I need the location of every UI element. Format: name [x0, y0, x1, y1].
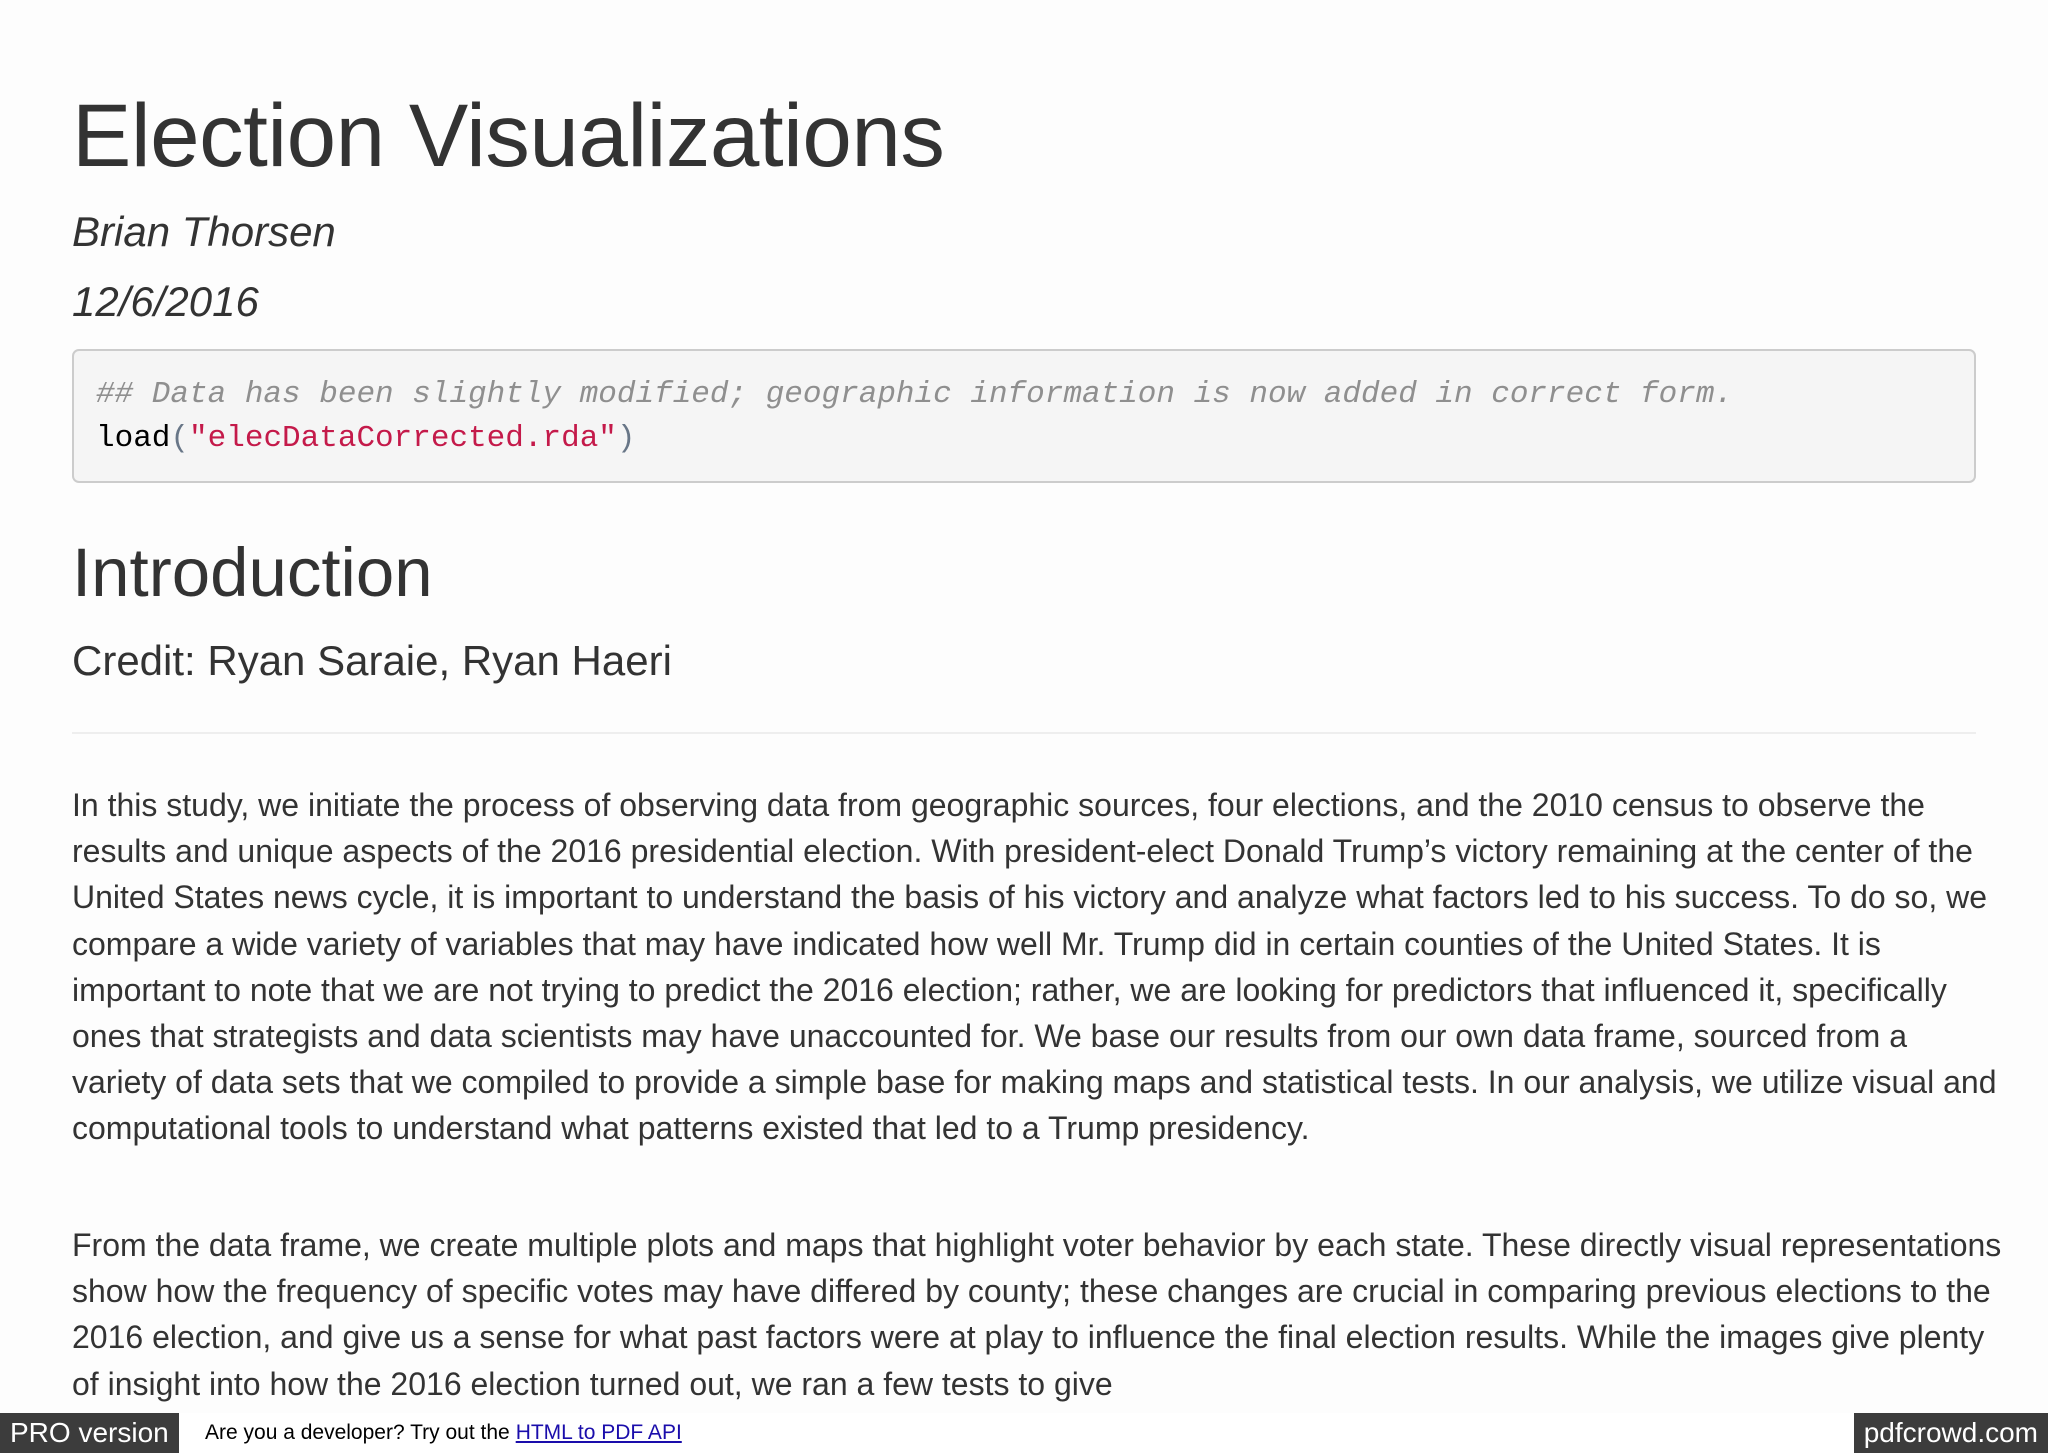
code-block	[72, 349, 1976, 483]
document-author: Brian Thorsen	[72, 208, 336, 255]
section-divider	[72, 732, 1976, 734]
developer-promo	[205, 1413, 682, 1453]
section-heading: Introduction	[72, 534, 433, 611]
developer-promo-text: Are you a developer? Try out the	[205, 1421, 510, 1444]
intro-paragraph-1: In this study, we initiate the process of observing data from geographic sources, four elections, and the 2010 census to observe the results and unique aspects of the 2016 presidential election. With president-elect Donald Trump’s victory remaining at the center of the United States news cycle, it is important to understand the basis of his victory and analyze what factors led to his success. To do so, we compare a wide variety of variables that may have indicated how well Mr. Trump did in certain counties of the United States. It is important to note that we are not trying to predict the 2016 election; rather, we are looking for predictors that influenced it, specifically ones that strategists and data scientists may have unaccounted for. We base our results from our own data frame, sourced from a variety of data sets that we compiled to provide a simple base for making maps and statistical tests. In our analysis, we utilize visual and computational tools to understand what patterns existed that led to a Trump presidency.	[72, 787, 1997, 1147]
code-comment: ## Data has been slightly modified; geographic information is now added in correct form.	[96, 377, 1734, 412]
code-function: load	[96, 421, 171, 456]
intro-paragraph-2: From the data frame, we create multiple plots and maps that highlight voter behavior by each state. These directly visual representations show how the frequency of specific votes may have differed by county; these changes are crucial in comparing previous elections to the 2016 election, and give us a sense for what past factors were at play to influence the final election results. While the images give plenty of insight into how the 2016 election turned out, we ran a few tests to give	[72, 1227, 2002, 1402]
document-date: 12/6/2016	[72, 278, 259, 325]
pro-version-badge: PRO version	[0, 1413, 179, 1453]
html-to-pdf-api-link[interactable]: HTML to PDF API	[515, 1421, 682, 1444]
code-close-paren: )	[616, 421, 636, 456]
code-string: "elecDataCorrected.rda"	[189, 421, 617, 456]
section-credit: Credit: Ryan Saraie, Ryan Haeri	[72, 637, 672, 684]
pdfcrowd-brand[interactable]: pdfcrowd.com	[1854, 1413, 2048, 1453]
document-title: Election Visualizations	[72, 85, 945, 185]
code-open-paren: (	[170, 421, 190, 456]
